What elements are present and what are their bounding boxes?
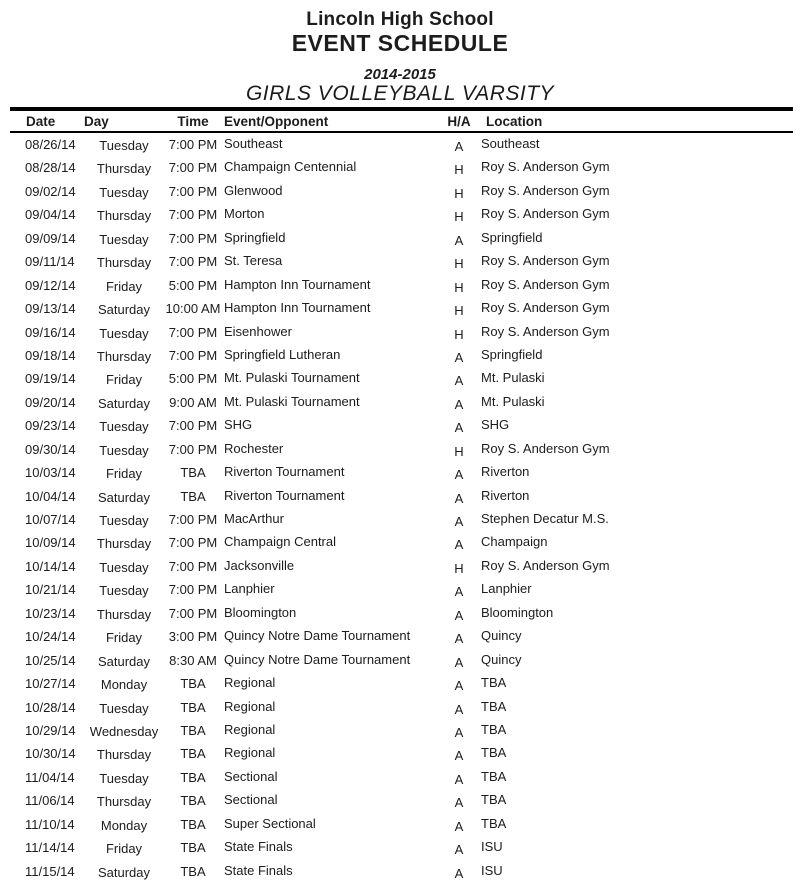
cell-location: Springfield bbox=[481, 346, 543, 362]
table-row bbox=[0, 417, 800, 440]
cell-time: 5:00 PM bbox=[168, 277, 218, 293]
table-row bbox=[0, 370, 800, 393]
cell-date: 11/14/14 bbox=[25, 840, 75, 856]
cell-date: 09/13/14 bbox=[25, 301, 76, 317]
column-header-date: Date bbox=[26, 114, 56, 129]
table-row bbox=[0, 769, 800, 792]
cell-event: Sectional bbox=[224, 792, 278, 808]
cell-ha: A bbox=[454, 420, 464, 436]
cell-date: 08/26/14 bbox=[25, 137, 76, 152]
table-row bbox=[0, 230, 800, 253]
cell-day: Friday bbox=[105, 278, 143, 294]
cell-time: TBA bbox=[180, 816, 206, 832]
cell-date: 09/18/14 bbox=[25, 347, 76, 363]
cell-time: 7:00 PM bbox=[168, 605, 218, 621]
cell-date: 09/19/14 bbox=[25, 371, 76, 387]
cell-time: 7:00 PM bbox=[168, 535, 218, 551]
cell-event: Mt. Pulaski Tournament bbox=[224, 393, 360, 409]
cell-time: 7:00 PM bbox=[168, 512, 218, 527]
cell-ha: H bbox=[454, 256, 464, 272]
cell-event: Riverton Tournament bbox=[224, 487, 345, 503]
schedule-table-body bbox=[0, 136, 800, 886]
cell-day: Friday bbox=[105, 841, 143, 857]
cell-day: Friday bbox=[105, 466, 143, 482]
cell-location: Roy S. Anderson Gym bbox=[481, 253, 610, 269]
cell-ha: H bbox=[454, 560, 464, 576]
cell-event: Regional bbox=[224, 745, 276, 761]
cell-time: TBA bbox=[180, 676, 206, 692]
table-row bbox=[0, 534, 800, 557]
cell-location: TBA bbox=[481, 675, 507, 691]
table-row bbox=[0, 159, 800, 182]
header-rule-bottom bbox=[10, 131, 793, 133]
cell-ha: A bbox=[454, 865, 464, 881]
cell-event: Springfield bbox=[224, 229, 286, 245]
cell-location: TBA bbox=[481, 698, 507, 714]
table-row bbox=[0, 792, 800, 815]
cell-time: 7:00 PM bbox=[168, 418, 218, 434]
cell-day: Tuesday bbox=[99, 513, 149, 528]
cell-event: Regional bbox=[224, 675, 276, 691]
table-row bbox=[0, 441, 800, 464]
cell-day: Tuesday bbox=[99, 184, 149, 200]
cell-day: Tuesday bbox=[99, 231, 149, 247]
cell-ha: A bbox=[454, 748, 464, 764]
cell-date: 10/07/14 bbox=[25, 512, 76, 527]
cell-location: Riverton bbox=[481, 487, 530, 503]
cell-date: 10/04/14 bbox=[25, 488, 76, 504]
cell-ha: H bbox=[454, 443, 464, 459]
cell-event: Morton bbox=[224, 206, 265, 222]
table-row bbox=[0, 558, 800, 581]
cell-location: Mt. Pulaski bbox=[481, 393, 545, 409]
column-header-time: Time bbox=[177, 114, 209, 129]
cell-event: Riverton Tournament bbox=[224, 464, 345, 480]
cell-time: 7:00 PM bbox=[168, 160, 218, 176]
cell-time: TBA bbox=[180, 863, 206, 879]
cell-location: Quincy bbox=[481, 651, 522, 667]
table-row bbox=[0, 253, 800, 276]
cell-date: 08/28/14 bbox=[25, 160, 76, 176]
cell-event: State Finals bbox=[224, 862, 293, 878]
cell-location: TBA bbox=[481, 721, 507, 737]
cell-ha: H bbox=[454, 185, 464, 201]
cell-ha: A bbox=[454, 771, 464, 787]
cell-time: 7:00 PM bbox=[168, 230, 218, 246]
cell-time: 3:00 PM bbox=[168, 629, 218, 645]
cell-ha: A bbox=[454, 678, 464, 694]
cell-event: Quincy Notre Dame Tournament bbox=[224, 651, 411, 667]
cell-time: TBA bbox=[180, 722, 206, 738]
cell-event: Jacksonville bbox=[224, 557, 295, 573]
cell-ha: A bbox=[454, 373, 464, 389]
table-row bbox=[0, 675, 800, 698]
table-row bbox=[0, 488, 800, 511]
cell-time: TBA bbox=[180, 793, 206, 809]
cell-date: 10/09/14 bbox=[25, 535, 76, 551]
cell-time: 5:00 PM bbox=[168, 371, 218, 387]
table-row bbox=[0, 277, 800, 300]
cell-date: 11/15/14 bbox=[25, 863, 75, 879]
table-row bbox=[0, 863, 800, 886]
cell-location: TBA bbox=[481, 815, 507, 831]
cell-time: 7:00 PM bbox=[168, 137, 218, 152]
cell-event: Sectional bbox=[224, 768, 278, 784]
cell-time: 7:00 PM bbox=[168, 324, 218, 340]
header-rule-top bbox=[10, 107, 793, 111]
cell-event: State Finals bbox=[224, 839, 293, 855]
page-title: EVENT SCHEDULE bbox=[291, 30, 509, 56]
team-subtitle: GIRLS VOLLEYBALL VARSITY bbox=[245, 82, 555, 105]
cell-date: 10/03/14 bbox=[25, 465, 76, 481]
cell-location: Roy S. Anderson Gym bbox=[481, 440, 610, 456]
cell-location: Mt. Pulaski bbox=[481, 370, 545, 386]
cell-day: Tuesday bbox=[99, 325, 149, 341]
cell-time: 7:00 PM bbox=[168, 347, 218, 363]
cell-time: 7:00 PM bbox=[168, 183, 218, 199]
cell-event: Springfield Lutheran bbox=[224, 346, 341, 362]
cell-day: Thursday bbox=[96, 255, 152, 271]
cell-ha: A bbox=[454, 818, 464, 834]
cell-time: TBA bbox=[180, 699, 206, 715]
table-row bbox=[0, 699, 800, 722]
cell-date: 10/14/14 bbox=[25, 558, 76, 574]
cell-time: 7:00 PM bbox=[168, 582, 218, 598]
cell-event: Lanphier bbox=[224, 581, 275, 597]
cell-location: Roy S. Anderson Gym bbox=[481, 206, 610, 222]
cell-day: Tuesday bbox=[99, 559, 149, 575]
cell-date: 09/04/14 bbox=[25, 207, 76, 223]
cell-ha: A bbox=[454, 607, 464, 623]
table-row bbox=[0, 183, 800, 206]
cell-event: Eisenhower bbox=[224, 323, 292, 339]
cell-date: 09/11/14 bbox=[25, 254, 75, 270]
cell-day: Thursday bbox=[96, 348, 152, 364]
table-header-row bbox=[0, 114, 800, 131]
cell-location: Bloomington bbox=[481, 604, 554, 620]
cell-location: Quincy bbox=[481, 628, 522, 644]
cell-ha: H bbox=[454, 162, 464, 178]
cell-location: TBA bbox=[481, 768, 507, 784]
cell-event: Mt. Pulaski Tournament bbox=[224, 370, 360, 386]
cell-time: 10:00 AM bbox=[165, 301, 221, 317]
cell-event: Hampton Inn Tournament bbox=[224, 300, 371, 316]
cell-day: Wednesday bbox=[89, 723, 159, 739]
table-row bbox=[0, 300, 800, 323]
cell-location: Roy S. Anderson Gym bbox=[481, 276, 610, 292]
school-name: Lincoln High School bbox=[306, 9, 494, 30]
season-label: 2014-2015 bbox=[364, 66, 436, 83]
table-row bbox=[0, 628, 800, 651]
cell-date: 10/27/14 bbox=[25, 676, 76, 692]
cell-event: Rochester bbox=[224, 440, 284, 456]
cell-ha: A bbox=[454, 490, 464, 506]
cell-day: Monday bbox=[100, 817, 148, 833]
cell-location: Lanphier bbox=[481, 581, 532, 597]
column-header-ha: H/A bbox=[447, 114, 471, 129]
table-row bbox=[0, 652, 800, 675]
cell-event: MacArthur bbox=[224, 511, 284, 526]
cell-time: 7:00 PM bbox=[168, 254, 218, 270]
cell-date: 09/30/14 bbox=[25, 441, 76, 457]
cell-event: Regional bbox=[224, 721, 276, 737]
cell-ha: A bbox=[454, 584, 464, 600]
table-row bbox=[0, 722, 800, 745]
cell-event: Super Sectional bbox=[224, 815, 316, 831]
table-row bbox=[0, 347, 800, 370]
cell-location: Southeast bbox=[481, 136, 540, 151]
cell-day: Saturday bbox=[97, 489, 151, 505]
table-row bbox=[0, 511, 800, 534]
cell-ha: A bbox=[454, 701, 464, 717]
cell-event: Champaign Centennial bbox=[224, 159, 357, 175]
cell-event: Southeast bbox=[224, 136, 283, 151]
cell-date: 10/21/14 bbox=[25, 582, 76, 598]
cell-time: TBA bbox=[180, 769, 206, 785]
cell-date: 11/06/14 bbox=[25, 793, 75, 809]
cell-day: Monday bbox=[100, 677, 148, 693]
cell-ha: A bbox=[454, 654, 464, 670]
cell-location: Springfield bbox=[481, 229, 543, 245]
table-row bbox=[0, 745, 800, 768]
table-row bbox=[0, 394, 800, 417]
cell-time: TBA bbox=[180, 746, 206, 762]
cell-ha: A bbox=[454, 349, 464, 365]
table-row bbox=[0, 581, 800, 604]
cell-date: 09/12/14 bbox=[25, 277, 76, 293]
cell-location: Roy S. Anderson Gym bbox=[481, 557, 610, 573]
cell-ha: A bbox=[454, 139, 464, 154]
cell-day: Saturday bbox=[97, 653, 151, 669]
cell-day: Thursday bbox=[96, 161, 152, 177]
cell-ha: H bbox=[454, 303, 464, 319]
cell-event: Glenwood bbox=[224, 182, 283, 198]
cell-date: 11/04/14 bbox=[25, 769, 75, 785]
cell-day: Saturday bbox=[97, 395, 151, 411]
cell-ha: A bbox=[454, 795, 464, 811]
cell-day: Thursday bbox=[96, 536, 152, 552]
cell-day: Saturday bbox=[97, 302, 151, 318]
cell-ha: A bbox=[454, 724, 464, 740]
cell-time: TBA bbox=[180, 465, 206, 481]
cell-time: 7:00 PM bbox=[168, 441, 218, 457]
table-row bbox=[0, 816, 800, 839]
cell-time: 7:00 PM bbox=[168, 558, 218, 574]
cell-time: 9:00 AM bbox=[169, 394, 217, 410]
cell-event: Quincy Notre Dame Tournament bbox=[224, 628, 411, 644]
table-row bbox=[0, 324, 800, 347]
cell-day: Thursday bbox=[96, 747, 152, 763]
cell-event: Champaign Central bbox=[224, 534, 337, 550]
cell-day: Thursday bbox=[96, 794, 152, 810]
cell-time: TBA bbox=[180, 840, 206, 856]
cell-location: TBA bbox=[481, 745, 507, 761]
cell-date: 10/25/14 bbox=[25, 652, 76, 668]
cell-date: 09/20/14 bbox=[25, 394, 76, 410]
table-row bbox=[0, 839, 800, 862]
cell-event: Bloomington bbox=[224, 604, 297, 620]
cell-ha: A bbox=[454, 842, 464, 858]
cell-day: Thursday bbox=[96, 606, 152, 622]
cell-event: St. Teresa bbox=[224, 253, 283, 269]
cell-time: 8:30 AM bbox=[169, 652, 217, 668]
table-row bbox=[0, 605, 800, 628]
cell-location: Roy S. Anderson Gym bbox=[481, 323, 610, 339]
cell-location: Roy S. Anderson Gym bbox=[481, 182, 610, 198]
table-row bbox=[0, 206, 800, 229]
cell-ha: H bbox=[454, 279, 464, 295]
cell-day: Friday bbox=[105, 630, 143, 646]
cell-date: 10/28/14 bbox=[25, 699, 76, 715]
cell-day: Tuesday bbox=[99, 770, 149, 786]
cell-date: 10/24/14 bbox=[25, 629, 76, 645]
cell-time: TBA bbox=[180, 488, 206, 504]
cell-day: Tuesday bbox=[99, 138, 149, 153]
cell-date: 09/23/14 bbox=[25, 418, 76, 434]
cell-location: SHG bbox=[481, 417, 510, 433]
column-header-location: Location bbox=[486, 114, 543, 129]
cell-time: 7:00 PM bbox=[168, 207, 218, 223]
cell-day: Thursday bbox=[96, 208, 152, 224]
cell-ha: A bbox=[454, 631, 464, 647]
cell-event: SHG bbox=[224, 417, 253, 433]
cell-location: Champaign bbox=[481, 534, 548, 550]
cell-ha: A bbox=[454, 396, 464, 412]
cell-location: Roy S. Anderson Gym bbox=[481, 300, 610, 316]
cell-day: Tuesday bbox=[99, 583, 149, 599]
cell-location: TBA bbox=[481, 792, 507, 808]
cell-ha: A bbox=[454, 514, 464, 529]
cell-date: 09/09/14 bbox=[25, 230, 76, 246]
cell-location: Roy S. Anderson Gym bbox=[481, 159, 610, 175]
cell-ha: H bbox=[454, 209, 464, 225]
column-header-event: Event/Opponent bbox=[224, 114, 329, 129]
cell-ha: A bbox=[454, 537, 464, 553]
cell-ha: A bbox=[454, 232, 464, 248]
cell-event: Regional bbox=[224, 698, 276, 714]
cell-day: Tuesday bbox=[99, 442, 149, 458]
cell-date: 09/16/14 bbox=[25, 324, 76, 340]
cell-location: Stephen Decatur M.S. bbox=[481, 511, 609, 526]
cell-location: ISU bbox=[481, 862, 503, 878]
cell-date: 10/29/14 bbox=[25, 722, 76, 738]
cell-date: 11/10/14 bbox=[25, 816, 75, 832]
cell-location: Riverton bbox=[481, 464, 530, 480]
cell-event: Hampton Inn Tournament bbox=[224, 276, 371, 292]
cell-date: 10/30/14 bbox=[25, 746, 76, 762]
cell-date: 10/23/14 bbox=[25, 605, 76, 621]
cell-ha: A bbox=[454, 467, 464, 483]
cell-location: ISU bbox=[481, 839, 503, 855]
cell-day: Tuesday bbox=[99, 419, 149, 435]
table-row bbox=[0, 136, 800, 159]
cell-date: 09/02/14 bbox=[25, 183, 76, 199]
table-row bbox=[0, 464, 800, 487]
cell-day: Saturday bbox=[97, 864, 151, 880]
cell-ha: H bbox=[454, 326, 464, 342]
cell-day: Tuesday bbox=[99, 700, 149, 716]
column-header-day: Day bbox=[84, 114, 109, 129]
cell-day: Friday bbox=[105, 372, 143, 388]
